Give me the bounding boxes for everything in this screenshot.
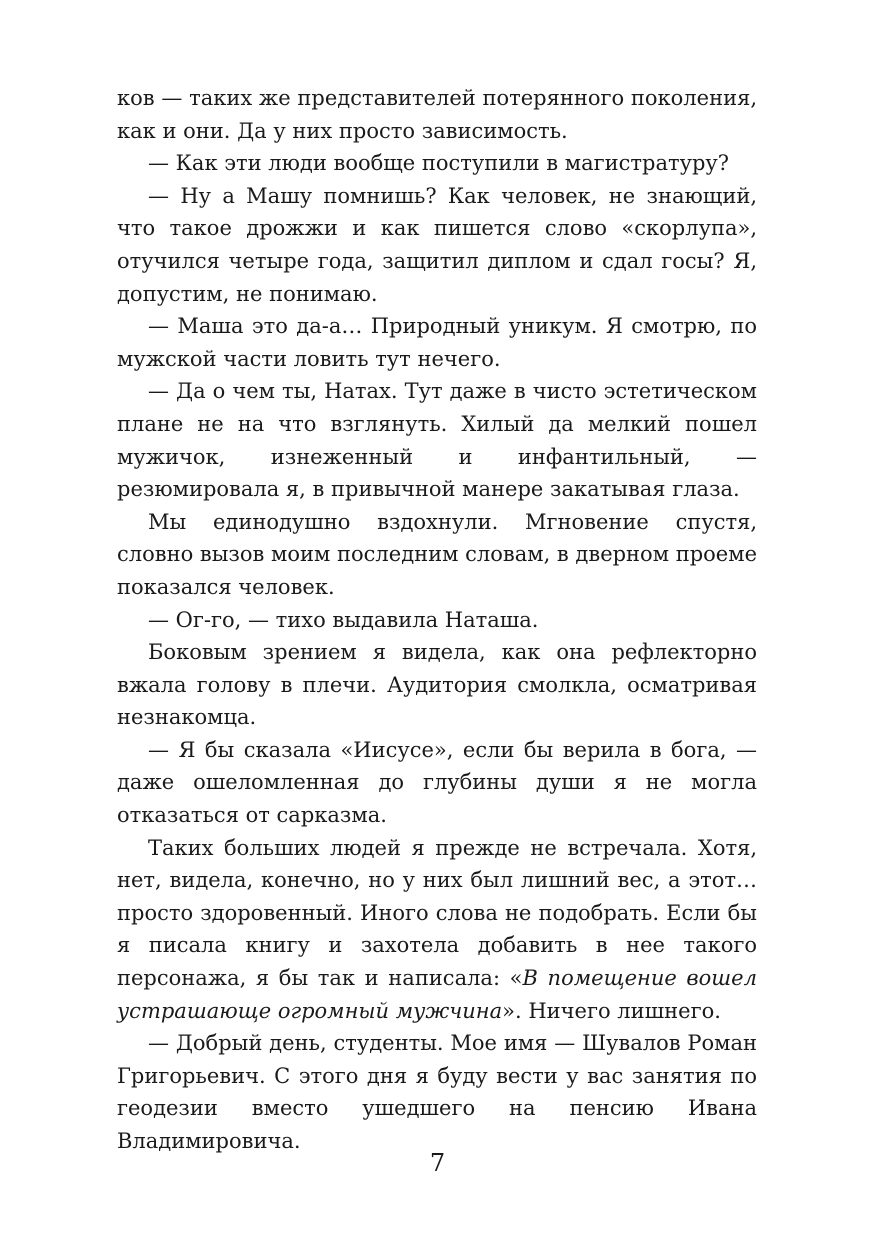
paragraph-1: ков — таких же представителей потерянного поколения, как и они. Да у них просто зависимость. [117, 86, 757, 143]
italic-quote: В помещение вошел устрашающе огромный мужчина [117, 966, 757, 1023]
paragraph-6: Мы единодушно вздохнули. Мгновение спустя, словно вызов моим последним словам, в дверном проеме показался человек. [117, 509, 757, 599]
paragraph-5: — Да о чем ты, Натах. Тут даже в чисто эстетическом плане не на что взглянуть. Хилый да мелкий пошел мужичок, изнеженный и инфантильный, — резюмировала я, в привычной манере закатывая глаза. [117, 379, 757, 502]
paragraph-11: — Добрый день, студенты. Мое имя — Шувалов Роман Григорьевич. С этого дня я буду вести у вас занятия по геодезии вместо ушедшего на пенсию Ивана Владимировича. [117, 1031, 757, 1153]
paragraph-10-ending: ». Ничего лишнего. [502, 998, 721, 1023]
paragraph-10 [117, 832, 757, 1028]
paragraph-2: — Как эти люди вообще поступили в магистратуру? [148, 151, 730, 176]
paragraph-9: — Я бы сказала «Иисусе», если бы верила в бога, — даже ошеломленная до глубины души я не могла отказаться от сарказма. [117, 737, 757, 828]
paragraph-7: — Ог-го, — тихо выдавила Наташа. [148, 607, 539, 632]
paragraph-4: — Маша это да-а… Природный уникум. Я смотрю, по мужской части ловить тут нечего. [117, 314, 757, 371]
paragraph-3: — Ну а Машу помнишь? Как человек, не знающий, что такое дрожжи и как пишется слово «скорлупа», отучился четыре года, защитил диплом и сдал госы? Я, допустим, не понимаю. [117, 183, 757, 306]
paragraph-10-text: Таких больших людей я прежде не встречала. Хотя, нет, видела, конечно, но у них был лишний вес, а этот… просто здоровенный. Иного слова не подобрать. Если бы я писала книгу и захотела добавить в нее такого персонажа, я бы так и написала: « [117, 835, 757, 991]
paragraph-8: Боковым зрением я видела, как она рефлекторно вжала голову в плечи. Аудитория смолкла, осматривая незнакомца. [117, 640, 757, 730]
body-text [117, 82, 757, 1158]
page-number: 7 [429, 1149, 446, 1177]
